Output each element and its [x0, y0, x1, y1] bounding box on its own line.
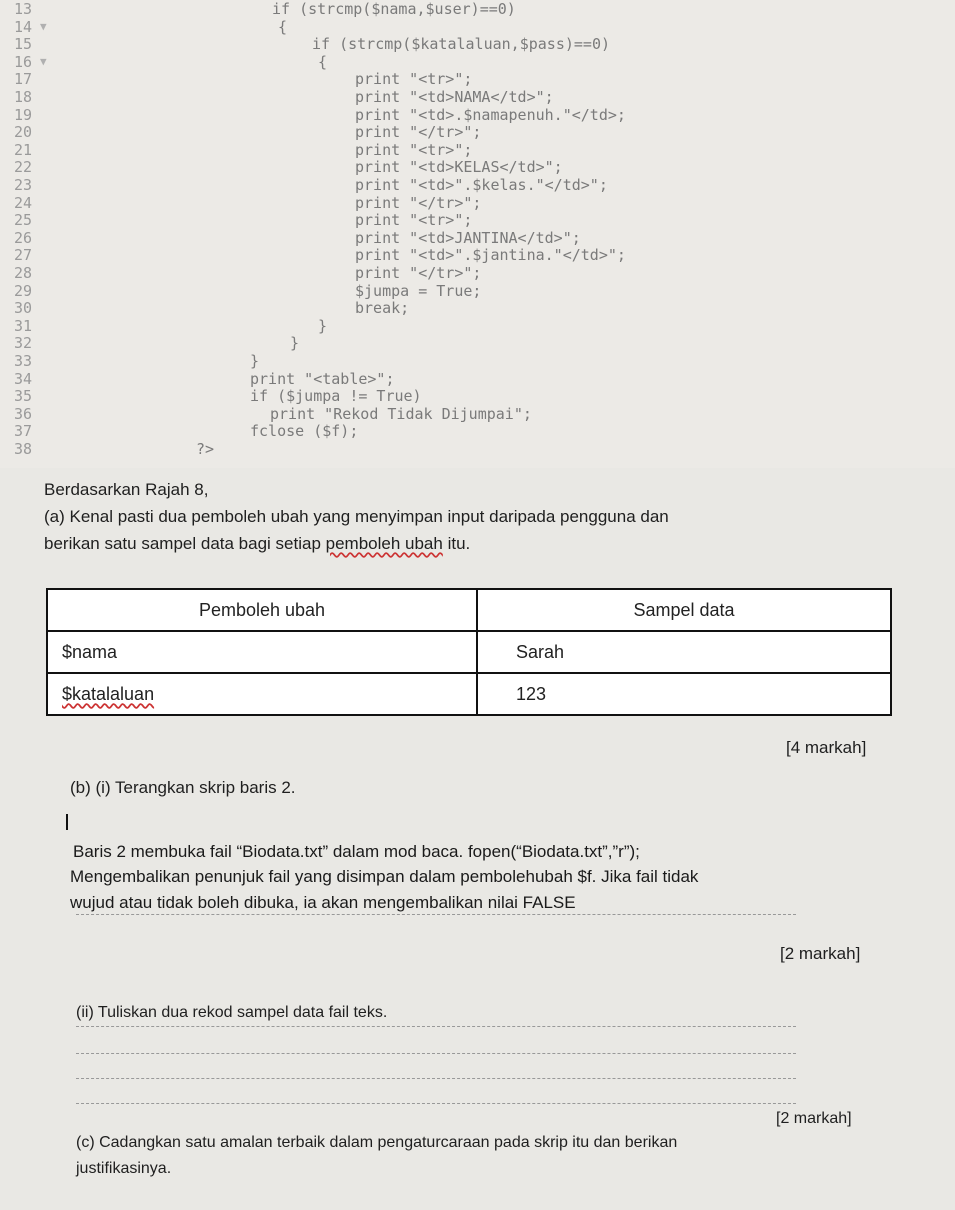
table-cell-variable: [47, 673, 477, 715]
code-text: print "<td>KELAS</td>";: [355, 158, 563, 177]
line-number: 32: [14, 334, 33, 353]
line-number: 17: [14, 70, 33, 89]
code-text: {: [278, 17, 288, 36]
question-c-line2: justifikasinya.: [76, 1160, 172, 1177]
answer-line: [76, 1103, 796, 1104]
question-a-line1: (a) Kenal pasti dua pemboleh ubah yang menyimpan input daripada pengguna dan: [44, 507, 669, 526]
code-text: print "</tr>";: [355, 123, 482, 142]
line-number: 26: [14, 228, 33, 247]
text-cursor: [66, 814, 68, 830]
table-cell-sample: Sarah: [477, 631, 891, 673]
question-a-line2-pre: berikan satu sampel data bagi setiap: [44, 534, 326, 553]
line-number: 22: [14, 158, 33, 177]
line-number: 15: [14, 35, 33, 54]
line-number: 30: [14, 299, 33, 318]
code-text: print "</tr>";: [355, 264, 482, 282]
code-text: break;: [355, 299, 410, 318]
code-panel: [0, 0, 955, 468]
line-number: 23: [14, 176, 33, 194]
answer-line: [76, 1026, 796, 1027]
fold-arrow-icon[interactable]: ▼: [40, 54, 47, 68]
line-number: 25: [14, 211, 33, 230]
line-number: 33: [14, 352, 33, 370]
line-number: 36: [14, 404, 33, 423]
table-row: [47, 631, 891, 673]
line-number: 24: [14, 193, 33, 212]
code-text: if ($jumpa != True): [250, 387, 422, 406]
code-text: print "<td>".$jantina."</td>";: [355, 246, 626, 265]
line-number: 37: [14, 422, 33, 441]
answer-line: [76, 1078, 796, 1079]
b-i-marks: [2 markah]: [780, 944, 861, 963]
question-b-i: (b) (i) Terangkan skrip baris 2.: [70, 778, 296, 797]
b-ii-marks: [2 markah]: [776, 1110, 852, 1127]
code-text: print "<td>JANTINA</td>";: [355, 228, 581, 247]
line-number: 34: [14, 369, 33, 388]
answer-table: [46, 588, 892, 716]
code-text: if (strcmp($nama,$user)==0): [272, 0, 516, 18]
question-intro: Berdasarkan Rajah 8,: [44, 480, 209, 499]
b-i-answer-line2: Mengembalikan penunjuk fail yang disimpan dalam pembolehubah $f. Jika fail tidak: [70, 867, 699, 886]
line-number: 29: [14, 281, 33, 300]
table-cell-variable: $nama: [47, 631, 477, 673]
line-number: 13: [14, 0, 33, 18]
line-number: 28: [14, 264, 33, 282]
line-number: 35: [14, 387, 33, 406]
line-number: 18: [14, 88, 33, 106]
table-row: [47, 673, 891, 715]
answer-line: [76, 914, 796, 915]
code-text: fclose ($f);: [250, 422, 359, 441]
table-cell-sample: 123: [477, 673, 891, 715]
line-number: 21: [14, 140, 33, 159]
table-header-row: [47, 589, 891, 631]
b-i-answer-line1: Baris 2 membuka fail “Biodata.txt” dalam mod baca. fopen(“Biodata.txt”,”r”);: [73, 842, 640, 861]
code-text: print "<td>".$kelas."</td>";: [355, 176, 608, 194]
table-cell-variable-text: $katalaluan: [62, 683, 155, 704]
code-text: if (strcmp($katalaluan,$pass)==0): [312, 35, 611, 54]
line-number: 27: [14, 246, 33, 265]
line-number: 38: [14, 440, 33, 458]
question-a-line2: [44, 534, 470, 554]
table-header-sample: Sampel data: [477, 589, 891, 631]
code-text: print "<tr>";: [355, 70, 473, 89]
answer-line: [76, 1053, 796, 1054]
question-a-line2-squig: pemboleh ubah: [325, 534, 443, 553]
line-number: 19: [14, 105, 33, 124]
code-text: print "<td>.$namapenuh."</td>;: [355, 105, 626, 124]
line-number: 14: [14, 17, 33, 36]
code-text: print "</tr>";: [355, 193, 482, 212]
b-i-answer-line3: wujud atau tidak boleh dibuka, ia akan mengembalikan nilai FALSE: [70, 893, 576, 912]
fold-arrow-icon[interactable]: ▼: [40, 19, 47, 33]
code-text: ?>: [196, 440, 215, 458]
code-text: print "<tr>";: [355, 211, 473, 230]
code-text: }: [290, 334, 300, 353]
code-text: print "<td>NAMA</td>";: [355, 88, 554, 106]
code-text: print "<tr>";: [355, 140, 473, 159]
a-marks: [4 markah]: [786, 738, 867, 757]
table-header-variable: Pemboleh ubah: [47, 589, 477, 631]
line-number: 31: [14, 316, 33, 335]
code-text: {: [318, 52, 328, 71]
question-a-line2-post: itu.: [442, 534, 471, 553]
code-text: print "<table>";: [250, 369, 395, 388]
code-line: [0, 438, 955, 460]
code-text: }: [250, 352, 260, 370]
line-number: 16: [14, 52, 33, 71]
question-c-line1: (c) Cadangkan satu amalan terbaik dalam pengaturcaraan pada skrip itu dan berikan: [76, 1134, 678, 1151]
code-text: print "Rekod Tidak Dijumpai";: [270, 404, 532, 423]
question-b-ii: (ii) Tuliskan dua rekod sampel data fail teks.: [76, 1004, 388, 1021]
code-text: }: [318, 316, 328, 335]
line-number: 20: [14, 123, 33, 142]
code-text: $jumpa = True;: [355, 281, 482, 300]
